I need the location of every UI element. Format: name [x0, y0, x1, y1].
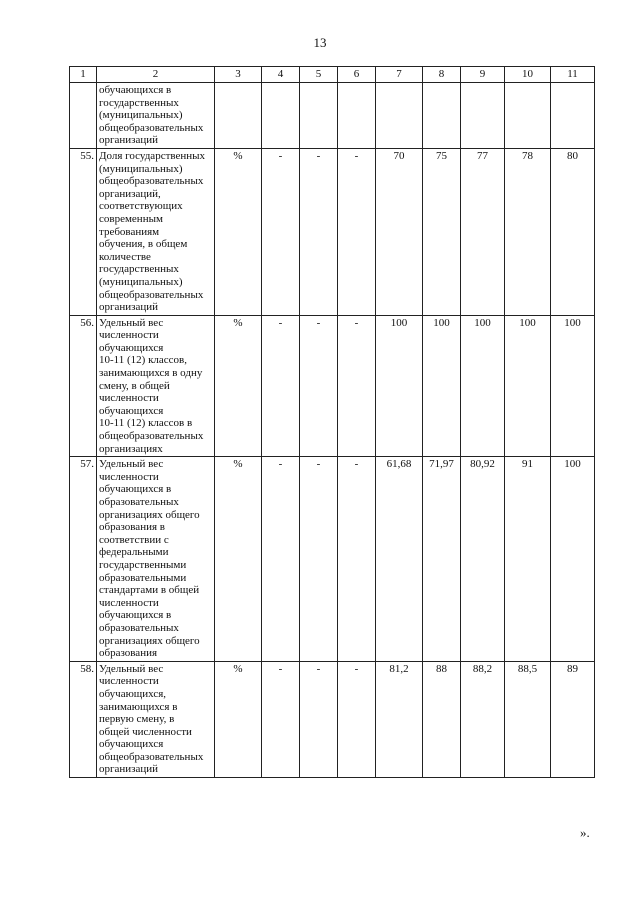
value-cell: -: [338, 315, 376, 457]
header-cell: 9: [461, 67, 505, 83]
value-cell: 100: [505, 315, 551, 457]
value-cell: 89: [551, 661, 595, 777]
description-line: обучающихся в: [99, 84, 172, 96]
value-cell: -: [262, 661, 300, 777]
value-cell: 77: [461, 148, 505, 315]
value-cell: 88: [423, 661, 461, 777]
indicator-description: [97, 457, 215, 662]
indicators-table: [69, 66, 595, 778]
value-cell: -: [300, 148, 338, 315]
description-line: (муниципальных): [99, 275, 183, 288]
value-cell: -: [338, 457, 376, 662]
description-line: государственных: [99, 96, 179, 109]
description-line: общеобразовательных: [99, 430, 204, 443]
description-line: общеобразовательных: [99, 288, 204, 301]
description-line: организаций,: [99, 187, 161, 200]
description-line: обучающихся: [99, 404, 164, 417]
header-cell: 3: [215, 67, 262, 83]
description-line: требованиям: [99, 225, 160, 238]
description-line: занимающихся в одну: [99, 367, 203, 380]
value-cell: -: [262, 315, 300, 457]
description-line: обучающихся в: [99, 609, 172, 622]
value-cell: [461, 83, 505, 149]
value-cell: 100: [551, 457, 595, 662]
value-cell: -: [300, 457, 338, 662]
value-cell: [423, 83, 461, 149]
unit-cell: %: [215, 457, 262, 662]
indicator-description: [97, 148, 215, 315]
value-cell: 75: [423, 148, 461, 315]
description-line: общеобразовательных: [99, 175, 204, 188]
value-cell: [262, 83, 300, 149]
description-line: обучающихся: [99, 738, 164, 751]
description-line: численности: [99, 392, 159, 405]
value-cell: 71,97: [423, 457, 461, 662]
header-cell: 10: [505, 67, 551, 83]
table-row: [70, 457, 595, 662]
table-row: [70, 661, 595, 777]
row-number: 55.: [70, 148, 97, 315]
description-line: (муниципальных): [99, 109, 183, 122]
indicator-description: [97, 83, 215, 149]
value-cell: 88,2: [461, 661, 505, 777]
description-line: образовательных: [99, 621, 179, 634]
header-cell: 4: [262, 67, 300, 83]
value-cell: 100: [551, 315, 595, 457]
description-line: Удельный вес: [99, 316, 164, 329]
description-line: численности: [99, 470, 159, 483]
description-line: федеральными: [99, 546, 169, 559]
description-line: организациях общего: [99, 508, 200, 521]
value-cell: 100: [423, 315, 461, 457]
description-line: организаций: [99, 301, 159, 314]
header-cell: 8: [423, 67, 461, 83]
value-cell: 91: [505, 457, 551, 662]
value-cell: [551, 83, 595, 149]
value-cell: 70: [376, 148, 423, 315]
unit-cell: %: [215, 661, 262, 777]
description-line: организациях общего: [99, 634, 200, 647]
header-cell: 11: [551, 67, 595, 83]
table-row: [70, 83, 595, 149]
value-cell: 80: [551, 148, 595, 315]
header-cell: 2: [97, 67, 215, 83]
description-line: Удельный вес: [99, 662, 164, 675]
value-cell: 80,92: [461, 457, 505, 662]
value-cell: 100: [376, 315, 423, 457]
value-cell: [300, 83, 338, 149]
row-number: 56.: [70, 315, 97, 457]
description-line: общеобразовательных: [99, 121, 204, 134]
indicator-description: [97, 661, 215, 777]
description-line: обучающихся: [99, 341, 164, 354]
description-line: занимающихся в: [99, 700, 178, 713]
header-cell: 5: [300, 67, 338, 83]
description-line: численности: [99, 675, 159, 688]
unit-cell: [215, 83, 262, 149]
description-line: 10-11 (12) классов,: [99, 354, 188, 367]
description-line: соответствии с: [99, 533, 169, 546]
value-cell: 61,68: [376, 457, 423, 662]
row-number: [70, 83, 97, 149]
description-line: численности: [99, 596, 159, 609]
description-line: образовательными: [99, 571, 187, 584]
unit-cell: %: [215, 148, 262, 315]
indicator-description: [97, 315, 215, 457]
header-cell: 6: [338, 67, 376, 83]
page-number: 13: [313, 35, 327, 50]
value-cell: -: [262, 457, 300, 662]
description-line: (муниципальных): [99, 162, 183, 175]
value-cell: -: [338, 148, 376, 315]
value-cell: 81,2: [376, 661, 423, 777]
value-cell: [505, 83, 551, 149]
description-line: обучающихся в: [99, 483, 172, 496]
description-line: стандартами в общей: [99, 584, 200, 597]
description-line: общей численности: [99, 725, 192, 738]
value-cell: 78: [505, 148, 551, 315]
header-row: [70, 67, 595, 83]
description-line: обучающихся,: [99, 687, 167, 700]
description-line: организаций: [99, 763, 159, 776]
description-line: Доля государственных: [99, 149, 206, 162]
row-number: 58.: [70, 661, 97, 777]
description-line: общеобразовательных: [99, 750, 204, 763]
description-line: современным: [99, 212, 163, 225]
value-cell: -: [300, 315, 338, 457]
row-number: 57.: [70, 457, 97, 662]
table-row: [70, 315, 595, 457]
value-cell: 88,5: [505, 661, 551, 777]
description-line: Удельный вес: [99, 458, 164, 471]
header-cell: 7: [376, 67, 423, 83]
description-line: образовательных: [99, 496, 179, 508]
unit-cell: %: [215, 315, 262, 457]
description-line: государственными: [99, 558, 187, 571]
header-cell: 1: [70, 67, 97, 83]
description-line: образования в: [99, 521, 165, 534]
description-line: численности: [99, 329, 159, 342]
value-cell: 100: [461, 315, 505, 457]
value-cell: [338, 83, 376, 149]
description-line: организациях: [99, 442, 163, 455]
table-row: [70, 148, 595, 315]
description-line: обучения, в общем: [99, 238, 188, 251]
description-line: организаций: [99, 134, 159, 147]
description-line: количестве: [99, 250, 151, 263]
description-line: государственных: [99, 263, 179, 276]
description-line: 10-11 (12) классов в: [99, 417, 193, 430]
description-line: первую смену, в: [99, 713, 175, 726]
value-cell: -: [300, 661, 338, 777]
closing-quote-mark: ».: [580, 825, 590, 840]
description-line: образования: [99, 647, 158, 660]
description-line: соответствующих: [99, 200, 183, 213]
value-cell: -: [262, 148, 300, 315]
description-line: смену, в общей: [99, 379, 170, 392]
value-cell: -: [338, 661, 376, 777]
value-cell: [376, 83, 423, 149]
